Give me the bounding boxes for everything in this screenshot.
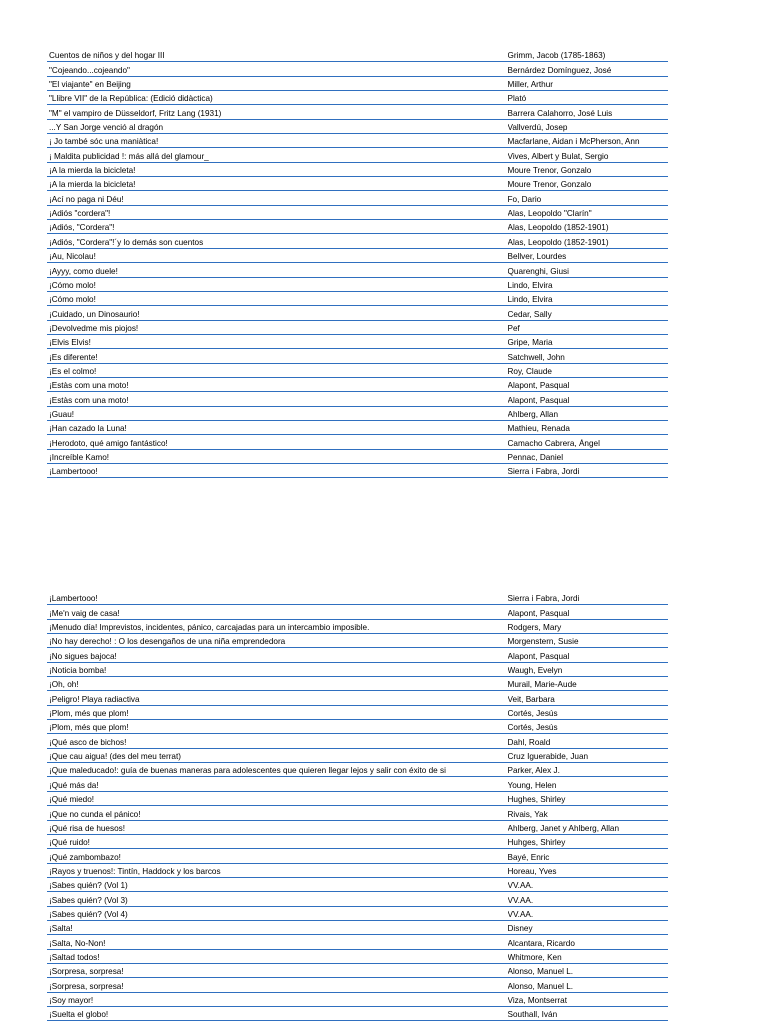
table-row — [47, 278, 668, 292]
book-title: ¡Que no cunda el pánico! — [49, 809, 141, 819]
book-title: ¡Guau! — [49, 409, 75, 419]
book-author: Ahlberg, Allan — [507, 409, 559, 419]
table-row — [47, 978, 668, 992]
book-title: ¡Qué risa de huesos! — [49, 823, 126, 833]
catalog-table-part-2 — [47, 591, 668, 1021]
book-author: Veit, Barbara — [507, 694, 555, 704]
book-author: Alapont, Pasqual — [507, 608, 570, 618]
book-author: Mathieu, Renada — [507, 424, 570, 434]
table-row — [47, 907, 668, 921]
table-row — [47, 892, 668, 906]
book-author: Plató — [507, 94, 527, 104]
book-title: ¡Saltad todos! — [49, 952, 100, 962]
table-row — [47, 878, 668, 892]
table-row — [47, 993, 668, 1007]
book-author: Ahlberg, Janet y Ahlberg, Allan — [507, 823, 620, 833]
table-row — [47, 663, 668, 677]
book-author: Morgenstern, Susie — [507, 637, 579, 647]
book-author: Young, Helen — [507, 780, 557, 790]
table-row — [47, 821, 668, 835]
book-title: ¡Qué miedo! — [49, 795, 95, 805]
book-title: ¡Qué más da! — [49, 780, 99, 790]
book-author: Bellver, Lourdes — [507, 252, 567, 262]
book-author: Vives, Albert y Bulat, Sergio — [507, 151, 609, 161]
table-row — [47, 234, 668, 248]
table-row — [47, 292, 668, 306]
book-author: Hughes, Shirley — [507, 795, 566, 805]
book-author: Alonso, Manuel L. — [507, 981, 574, 991]
book-title: ¡Estàs com una moto! — [49, 395, 129, 405]
book-title: ¡Qué ruido! — [49, 838, 90, 848]
table-row — [47, 464, 668, 478]
table-row — [47, 148, 668, 162]
book-author: Bernárdez Domínguez, José — [507, 65, 612, 75]
book-title: ¡Estàs com una moto! — [49, 381, 129, 391]
book-author: Moure Trenor, Gonzalo — [507, 180, 592, 190]
book-title: ¡Peligro! Playa radiactiva — [49, 694, 140, 704]
table-row — [47, 763, 668, 777]
book-title: ¡Ací no paga ni Déu! — [49, 194, 124, 204]
book-author: Vallverdú, Josep — [507, 123, 568, 133]
book-title: ¡ Jo també sóc una maniàtica! — [49, 137, 159, 147]
book-title: ¡Sabes quién? (Vol 3) — [49, 895, 128, 905]
table-row — [47, 450, 668, 464]
book-title: ¡No sigues bajoca! — [49, 651, 117, 661]
table-row — [47, 634, 668, 648]
book-author: Whitmore, Ken — [507, 952, 562, 962]
book-author: Alapont, Pasqual — [507, 395, 570, 405]
book-author: Lindo, Elvira — [507, 280, 553, 290]
book-title: ¡Es el colmo! — [49, 366, 97, 376]
book-title: ¡Lambertooo! — [49, 467, 98, 477]
table-row — [47, 720, 668, 734]
book-title: ¡Elvis Elvis! — [49, 338, 91, 348]
table-row — [47, 806, 668, 820]
book-title: "El viajante" en Beijing — [49, 80, 131, 90]
book-author: Roy, Claude — [507, 366, 552, 376]
table-row — [47, 249, 668, 263]
book-title: "Llibre VII" de la República: (Edició didàctica) — [49, 94, 213, 104]
book-title: ¡A la mierda la bicicleta! — [49, 180, 136, 190]
book-title: ¡Es diferente! — [49, 352, 98, 362]
book-author: Cortés, Jesús — [507, 723, 558, 733]
book-title: ¡Que maleducado!: guía de buenas maneras para adolescentes que quieren llegar lejos y salir con éxito de si — [49, 766, 446, 776]
book-author: Moure Trenor, Gonzalo — [507, 166, 592, 176]
book-title: ...Y San Jorge venció al dragón — [49, 123, 164, 133]
book-author: Pef — [507, 323, 520, 333]
book-title: ¡Que cau aigua! (des del meu terrat) — [49, 752, 181, 762]
book-title: ¡Lambertooo! — [49, 594, 98, 604]
book-title: ¡Qué zambombazo! — [49, 852, 121, 862]
table-row — [47, 734, 668, 748]
book-title: ¡Noticia bomba! — [49, 666, 107, 676]
book-title: Cuentos de niños y del hogar III — [49, 51, 165, 61]
table-row — [47, 849, 668, 863]
table-row — [47, 935, 668, 949]
book-title: ¡Sorpresa, sorpresa! — [49, 981, 124, 991]
book-author: Alas, Leopoldo (1852-1901) — [507, 223, 609, 233]
table-row — [47, 191, 668, 205]
book-author: Lindo, Elvira — [507, 295, 553, 305]
table-row — [47, 206, 668, 220]
book-author: VV.AA. — [507, 909, 534, 919]
book-title: "Cojeando...cojeando" — [49, 65, 130, 75]
table-row — [47, 91, 668, 105]
book-title: ¡Sabes quién? (Vol 4) — [49, 909, 128, 919]
book-author: Cedar, Sally — [507, 309, 552, 319]
book-title: ¡Salta! — [49, 924, 73, 934]
table-row — [47, 321, 668, 335]
book-title: ¡Ayyy, como duele! — [49, 266, 118, 276]
book-author: Alas, Leopoldo (1852-1901) — [507, 237, 609, 247]
book-author: Camacho Cabrera, Ángel — [507, 438, 600, 448]
table-row — [47, 177, 668, 191]
table-row — [47, 392, 668, 406]
book-title: ¡Sorpresa, sorpresa! — [49, 967, 124, 977]
table-row — [47, 835, 668, 849]
table-row — [47, 691, 668, 705]
book-author: Alonso, Manuel L. — [507, 967, 574, 977]
book-title: ¡Suelta el globo! — [49, 1010, 109, 1020]
book-title: ¡Menudo día! Imprevistos, incidentes, pánico, carcajadas para un intercambio imposible. — [49, 623, 370, 633]
book-author: Sierra i Fabra, Jordi — [507, 594, 580, 604]
book-author: Pennac, Daniel — [507, 452, 564, 462]
book-title: ¡Me'n vaig de casa! — [49, 608, 120, 618]
table-row — [47, 964, 668, 978]
table-row — [47, 620, 668, 634]
table-row — [47, 648, 668, 662]
book-title: ¡Salta, No-Non! — [49, 938, 106, 948]
book-author: Satchwell, John — [507, 352, 565, 362]
table-row — [47, 591, 668, 605]
book-author: VV.AA. — [507, 881, 534, 891]
book-title: ¡Sabes quién? (Vol 1) — [49, 881, 128, 891]
book-title: ¡Au, Nicolau! — [49, 252, 96, 262]
book-title: ¡Cuidado, un Dinosaurio! — [49, 309, 140, 319]
table-row — [47, 792, 668, 806]
book-title: ¡Qué asco de bichos! — [49, 737, 127, 747]
book-author: Macfarlane, Aidan i McPherson, Ann — [507, 137, 640, 147]
book-author: Grimm, Jacob (1785-1863) — [507, 51, 606, 61]
book-title: ¡Herodoto, qué amigo fantástico! — [49, 438, 168, 448]
book-author: Huhges, Shirley — [507, 838, 566, 848]
table-row — [47, 349, 668, 363]
book-title: ¡Increíble Kamo! — [49, 452, 110, 462]
book-author: Rivais, Yak — [507, 809, 548, 819]
table-row — [47, 605, 668, 619]
table-row — [47, 263, 668, 277]
book-title: ¡Adiós "cordera"! — [49, 209, 111, 219]
table-row — [47, 435, 668, 449]
book-author: Sierra i Fabra, Jordi — [507, 467, 580, 477]
table-row — [47, 777, 668, 791]
table-row — [47, 950, 668, 964]
table-row — [47, 921, 668, 935]
book-title: ¡Soy mayor! — [49, 995, 94, 1005]
table-row — [47, 364, 668, 378]
table-row — [47, 120, 668, 134]
book-title: ¡Rayos y truenos!: Tintín, Haddock y los barcos — [49, 866, 221, 876]
table-row — [47, 77, 668, 91]
table-row — [47, 220, 668, 234]
book-author: Rodgers, Mary — [507, 623, 562, 633]
book-title: ¡A la mierda la bicicleta! — [49, 166, 136, 176]
book-title: ¡ Maldita publicidad !: más allá del glamour_ — [49, 151, 209, 161]
book-author: Viza, Montserrat — [507, 995, 567, 1005]
book-title: ¡Oh, oh! — [49, 680, 79, 690]
table-row — [47, 306, 668, 320]
book-author: Horeau, Yves — [507, 866, 557, 876]
table-row — [47, 1007, 668, 1021]
book-author: Alas, Leopoldo "Clarín" — [507, 209, 592, 219]
table-row — [47, 864, 668, 878]
book-title: ¡Devolvedme mis piojos! — [49, 323, 139, 333]
book-author: Bayé, Enric — [507, 852, 550, 862]
book-author: Waugh, Evelyn — [507, 666, 563, 676]
book-title: ¡Han cazado la Luna! — [49, 424, 127, 434]
book-author: Miller, Arthur — [507, 80, 554, 90]
book-author: Southall, Iván — [507, 1010, 558, 1020]
book-title: "M" el vampiro de Düsseldorf, Fritz Lang (1931) — [49, 108, 222, 118]
book-title: ¡Adiós, "Cordera"!´y lo demás son cuentos — [49, 237, 204, 247]
table-row — [47, 163, 668, 177]
book-author: Alcantara, Ricardo — [507, 938, 575, 948]
book-title: ¡No hay derecho! : O los desengaños de una niña emprendedora — [49, 637, 286, 647]
table-row — [47, 706, 668, 720]
table-row — [47, 407, 668, 421]
table-row — [47, 378, 668, 392]
book-author: Dahl, Roald — [507, 737, 551, 747]
book-author: Gripe, Maria — [507, 338, 553, 348]
table-row — [47, 749, 668, 763]
book-title: ¡Cómo molo! — [49, 295, 96, 305]
table-row — [47, 48, 668, 62]
book-author: Barrera Calahorro, José Luis — [507, 108, 613, 118]
book-author: Quarenghi, Giusi — [507, 266, 569, 276]
table-row — [47, 105, 668, 119]
book-title: ¡Plom, més que plom! — [49, 723, 129, 733]
book-author: Fo, Dario — [507, 194, 542, 204]
book-author: Cruz Iguerabide, Juan — [507, 752, 589, 762]
table-row — [47, 677, 668, 691]
catalog-table-part-1 — [47, 48, 668, 478]
table-row — [47, 421, 668, 435]
book-title: ¡Cómo molo! — [49, 280, 96, 290]
table-row — [47, 134, 668, 148]
book-author: Parker, Alex J. — [507, 766, 560, 776]
book-author: Murail, Marie-Aude — [507, 680, 577, 690]
book-author: Alapont, Pasqual — [507, 651, 570, 661]
book-author: Alapont, Pasqual — [507, 381, 570, 391]
table-row — [47, 62, 668, 76]
book-author: Cortés, Jesús — [507, 709, 558, 719]
book-title: ¡Plom, més que plom! — [49, 709, 129, 719]
book-title: ¡Adiós, "Cordera"! — [49, 223, 115, 233]
book-author: VV.AA. — [507, 895, 534, 905]
table-row — [47, 335, 668, 349]
book-author: Disney — [507, 924, 533, 934]
